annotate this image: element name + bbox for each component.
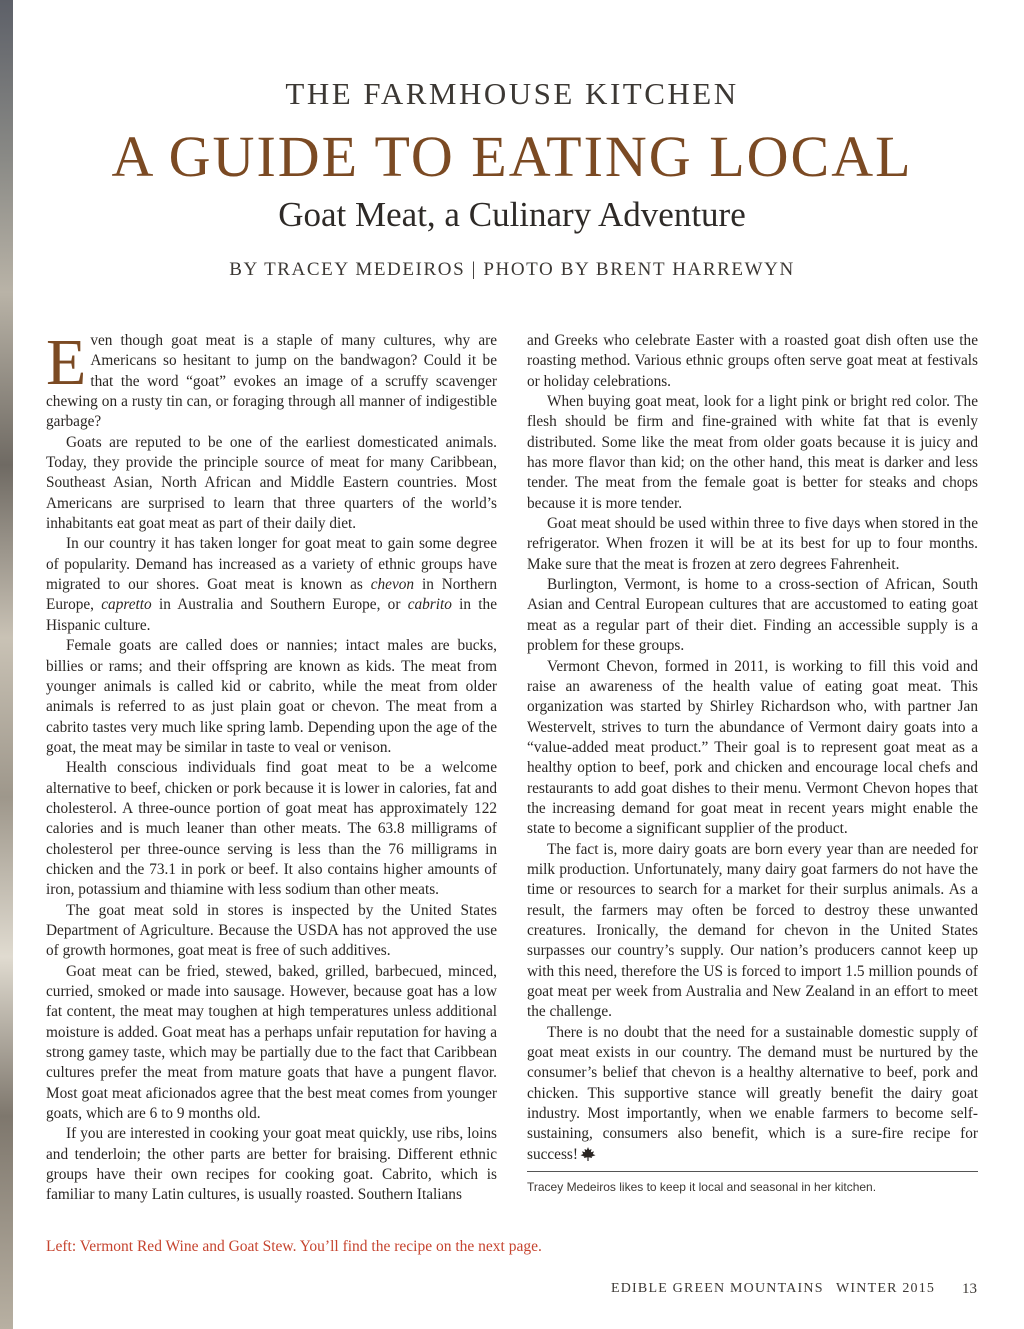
- page-title: A GUIDE TO EATING LOCAL: [111, 124, 913, 189]
- article-paragraph: and Greeks who celebrate Easter with a roasted goat dish often use the roasting method. Various ethnic groups often serve goat meat at festivals or holiday celebrations.: [527, 332, 978, 390]
- article-paragraph: If you are interested in cooking your goat meat quickly, use ribs, loins and tenderloin; the other parts are better for braising. Different ethnic groups have their own recipes for cooking goat. Cabrito, which is familiar to many Latin cultures, is usually roasted. Southern Italians: [46, 1125, 497, 1204]
- drop-cap: E: [46, 326, 87, 399]
- photo-caption: Left: Vermont Red Wine and Goat Stew. You’ll find the recipe on the next page.: [46, 1238, 542, 1255]
- article-paragraph: Female goats are called does or nannies; intact males are bucks, billies or rams; and their offspring are known as kids. The meat from younger animals is called kid or cabrito, while the meat from older animals is referred to as just plain goat or chevon. The meat from a cabrito tastes very much like spring lamb. Depending upon the age of the goat, the meat may be similar in taste to veal or venison.: [46, 637, 497, 756]
- article-column-left: [46, 326, 497, 1206]
- article-subtitle: Goat Meat, a Culinary Adventure: [278, 195, 746, 234]
- article-column-right: [527, 331, 978, 1165]
- page-number: 13: [962, 1281, 977, 1297]
- article-paragraph: In our country it has taken longer for goat meat to gain some degree of popularity. Demand has increased as a variety of ethnic groups have migrated to our shores. Goat meat is known as chevon in Northern Europe, capretto in Australia and Southern Europe, or cabrito in the Hispanic culture.: [46, 535, 497, 634]
- author-note: Tracey Medeiros likes to keep it local and seasonal in her kitchen.: [527, 1180, 877, 1194]
- author-note-divider: [527, 1171, 978, 1172]
- article-paragraph: The fact is, more dairy goats are born every year than are needed for milk production. Unfortunately, many dairy goat farmers do not have the time or resources to search for a market for their surplus animals. As a result, the farmers may often be forced to destroy these unwanted creatures. Ironically, the demand for chevon in the United States surpasses our country’s supply. Our nation’s producers cannot keep up with this need, therefore the US is forced to import 1.5 million pounds of goat meat per week from Australia and New Zealand in an effort to meet the challenge.: [527, 840, 978, 1021]
- article-paragraph: Goat meat should be used within three to five days when stored in the refrigerator. When frozen it will be at its best for up to four months. Make sure that the meat is frozen at zero degrees Fahrenheit.: [527, 515, 978, 573]
- article-paragraph: There is no doubt that the need for a sustainable domestic supply of goat meat exists in our country. The demand must be nurtured by the consumer’s belief that chevon is a healthy alternative to beef, pork and chicken. This supportive stance will greatly benefit the dairy goat industry. Most importantly, when we enable farmers to become self-sustaining, consumers also benefit, which is a sure-fire recipe for success!: [527, 1023, 978, 1163]
- byline: BY TRACEY MEDEIROS | PHOTO BY BRENT HARREWYN: [229, 259, 795, 280]
- article-paragraph: Burlington, Vermont, is home to a cross-section of African, South Asian and Central European cultures that are accustomed to eating goat meat as a regular part of their diet. Finding an accessible supply is a problem for these groups.: [527, 576, 978, 655]
- section-kicker: THE FARMHOUSE KITCHEN: [285, 76, 739, 111]
- article-paragraph: When buying goat meat, look for a light pink or bright red color. The flesh should be firm and fine-grained with white fat that is evenly distributed. Some like the meat from older goats because it is juicy and has more flavor than kid; on the other hand, this meat is darker and less tender. The meat from the female goat is better for steaks and chops because it is more tender.: [527, 393, 978, 512]
- article-paragraph: Health conscious individuals find goat meat to be a welcome alternative to beef, chicken or pork because it is lower in calories, fat and cholesterol. A three-ounce portion of goat meat has approximately 122 calories and is much leaner than other meats. The 63.8 milligrams of cholesterol per three-ounce serving is less than the 76 milligrams in chicken and the 73.1 in pork or beef. It also contains higher amounts of iron, potassium and thiamine with less sodium than other meats.: [46, 759, 497, 899]
- article-paragraph: Vermont Chevon, formed in 2011, is working to fill this void and raise an awareness of the health value of eating goat meat. This organization was started by Shirley Richardson who, with partner Jan Westervelt, strives to turn the abundance of Vermont dairy goats into a “value-added meat product.” Their goal is to represent goat meat as a healthy option to beef, pork and chicken and encourage local chefs and restaurants to add goat dishes to their menu. Vermont Chevon hopes that the increasing demand for goat meat in recent years might enable the state to become a significant supplier of the product.: [527, 657, 978, 838]
- maple-leaf-icon: [580, 1147, 596, 1161]
- article-paragraph: Even though goat meat is a staple of many cultures, why are Americans so hesitant to jump on the bandwagon? Could it be that the word “goat” evokes an image of a scruffy scavenger chewing on a rusty tin can, or foraging through all manner of indigestible garbage?: [46, 326, 497, 431]
- footer-issue: WINTER 2015: [836, 1281, 936, 1296]
- article-paragraph: Goat meat can be fried, stewed, baked, grilled, barbecued, minced, curried, smoked or made into sausage. However, because goat has a low fat content, the meat may toughen at high temperatures unless additional moisture is added. Goat meat has a perhaps unfair reputation for having a strong gamey taste, which may be partially due to the fact that Caribbean cultures prefer the meat from mature goats that have a pungent flavor. Most goat meat aficionados agree that the best meat comes from younger goats, which are 6 to 9 months old.: [46, 962, 497, 1123]
- article-paragraph: Goats are reputed to be one of the earliest domesticated animals. Today, they provide the principle source of meat for many Caribbean, Southeast Asian, North African and Middle Eastern countries. Most Americans are surprised to learn that three quarters of the world’s inhabitants eat goat meat as part of their daily diet.: [46, 433, 497, 533]
- footer-magazine-name: EDIBLE GREEN MOUNTAINS: [611, 1281, 824, 1296]
- article-paragraph: The goat meat sold in stores is inspected by the United States Department of Agriculture. Because the USDA has not approved the use of growth hormones, goat meat is free of such additives.: [46, 901, 497, 960]
